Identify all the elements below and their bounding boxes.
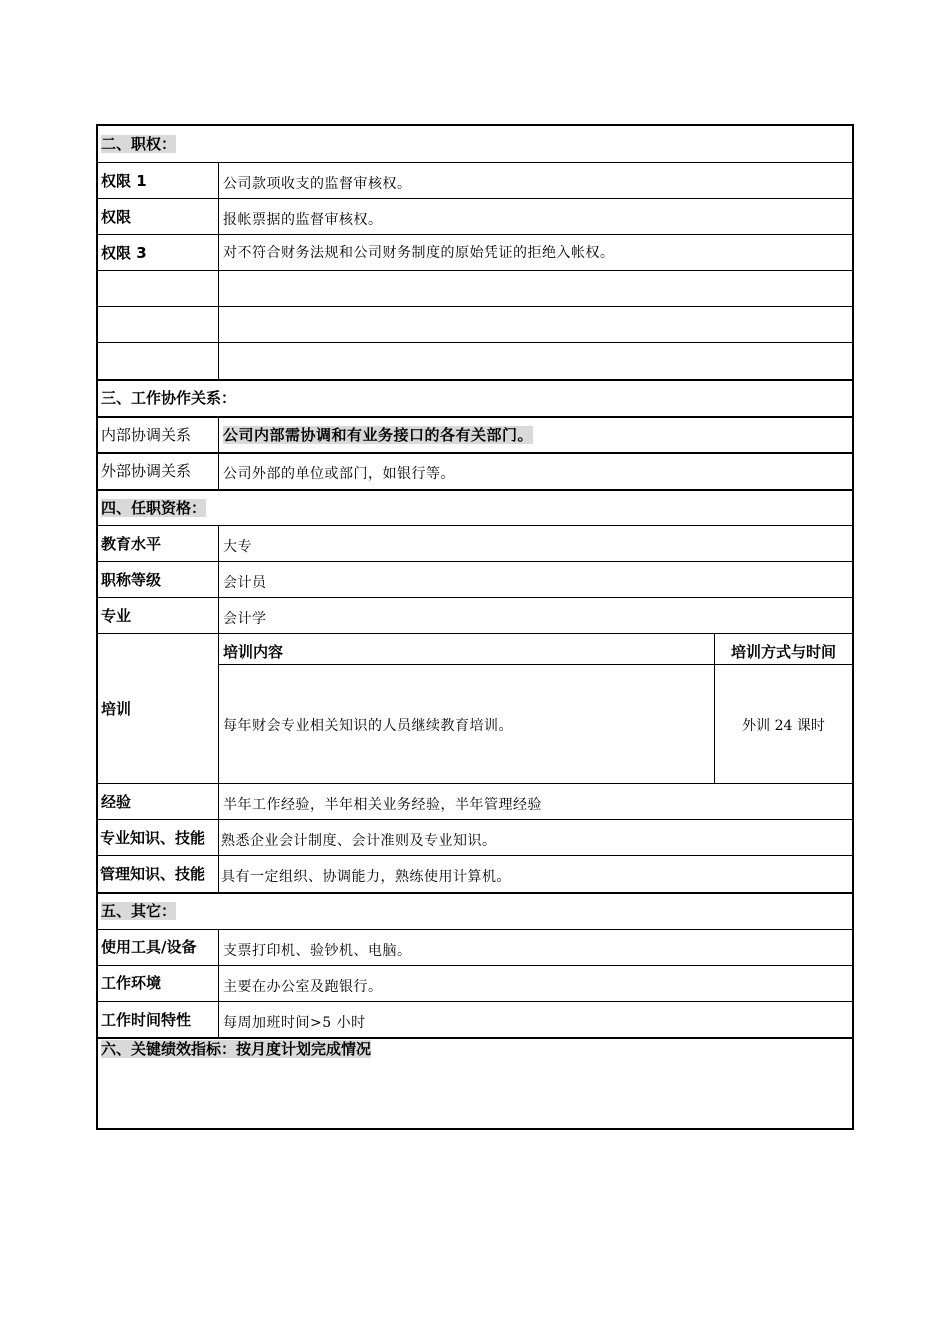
authority-row-1	[98, 162, 852, 198]
internal-coordination-row	[98, 416, 852, 452]
environment-label: 工作环境	[98, 966, 219, 1001]
major-label: 专业	[98, 598, 219, 633]
authority-value-1: 公司款项收支的监督审核权。	[223, 176, 412, 192]
external-coordination-row	[98, 452, 852, 489]
authority-label-2: 权限	[98, 199, 219, 234]
major-value: 会计学	[223, 611, 267, 627]
authority-row-empty-2	[98, 306, 852, 342]
authority-label-1: 权限 1	[98, 163, 219, 198]
section4-header	[98, 489, 852, 525]
major-row	[98, 597, 852, 633]
experience-value: 半年工作经验，半年相关业务经验，半年管理经验	[223, 797, 542, 813]
education-label: 教育水平	[98, 526, 219, 561]
section2-header	[98, 126, 852, 162]
section5-header	[98, 892, 852, 929]
title-level-row	[98, 561, 852, 597]
external-coordination-value: 公司外部的单位或部门，如银行等。	[223, 466, 455, 482]
training-body-row	[219, 665, 852, 783]
authority-row-empty-3	[98, 342, 852, 379]
authority-row-3	[98, 234, 852, 270]
experience-label: 经验	[98, 784, 219, 819]
external-coordination-label: 外部协调关系	[98, 454, 219, 489]
authority-value-3: 对不符合财务法规和公司财务制度的原始凭证的拒绝入帐权。	[223, 245, 615, 261]
job-description-table	[96, 124, 854, 1130]
mgmt-skill-row	[98, 855, 852, 892]
authority-value-2: 报帐票据的监督审核权。	[223, 212, 383, 228]
title-level-label: 职称等级	[98, 562, 219, 597]
training-label: 培训	[98, 634, 219, 783]
tools-label: 使用工具/设备	[98, 930, 219, 965]
authority-row-2	[98, 198, 852, 234]
work-time-row	[98, 1001, 852, 1037]
authority-row-empty-1	[98, 270, 852, 306]
internal-coordination-value	[223, 418, 852, 452]
training-row	[98, 633, 852, 783]
education-value: 大专	[223, 539, 252, 555]
work-time-label: 工作时间特性	[98, 1002, 219, 1037]
section3-header	[98, 379, 852, 416]
authority-label-3: 权限 3	[98, 235, 219, 270]
empty-label-cell	[98, 271, 219, 306]
section4-title: 四、任职资格：	[101, 499, 207, 517]
mgmt-skill-value: 具有一定组织、协调能力，熟练使用计算机。	[221, 869, 511, 885]
environment-value: 主要在办公室及跑银行。	[223, 979, 383, 995]
empty-label-cell	[98, 343, 219, 379]
training-content: 每年财会专业相关知识的人员继续教育培训。	[223, 718, 513, 734]
internal-coordination-label: 内部协调关系	[98, 418, 219, 452]
environment-row	[98, 965, 852, 1001]
section2-title: 二、职权：	[101, 135, 177, 153]
pro-skill-row	[98, 819, 852, 855]
pro-skill-label: 专业知识、技能	[98, 820, 219, 855]
experience-row	[98, 783, 852, 819]
empty-label-cell	[98, 307, 219, 342]
section5-title: 五、其它：	[101, 902, 177, 920]
section6-block	[98, 1037, 852, 1128]
training-method: 外训 24 课时	[714, 665, 852, 783]
pro-skill-value: 熟悉企业会计制度、会计准则及专业知识。	[221, 833, 497, 849]
mgmt-skill-label: 管理知识、技能	[98, 856, 219, 892]
internal-coordination-text: 公司内部需协调和有业务接口的各有关部门。	[223, 426, 534, 444]
training-content-header: 培训内容	[223, 643, 284, 661]
training-header-row	[219, 634, 852, 665]
tools-value: 支票打印机、验钞机、电脑。	[223, 943, 412, 959]
education-row	[98, 525, 852, 561]
title-level-value: 会计员	[223, 575, 267, 591]
work-time-value: 每周加班时间>5 小时	[223, 1015, 366, 1031]
tools-row	[98, 929, 852, 965]
training-method-header: 培训方式与时间	[714, 634, 852, 664]
section3-title: 三、工作协作关系：	[101, 389, 237, 407]
section6-title: 六、关键绩效指标：按月度计划完成情况	[101, 1040, 372, 1058]
